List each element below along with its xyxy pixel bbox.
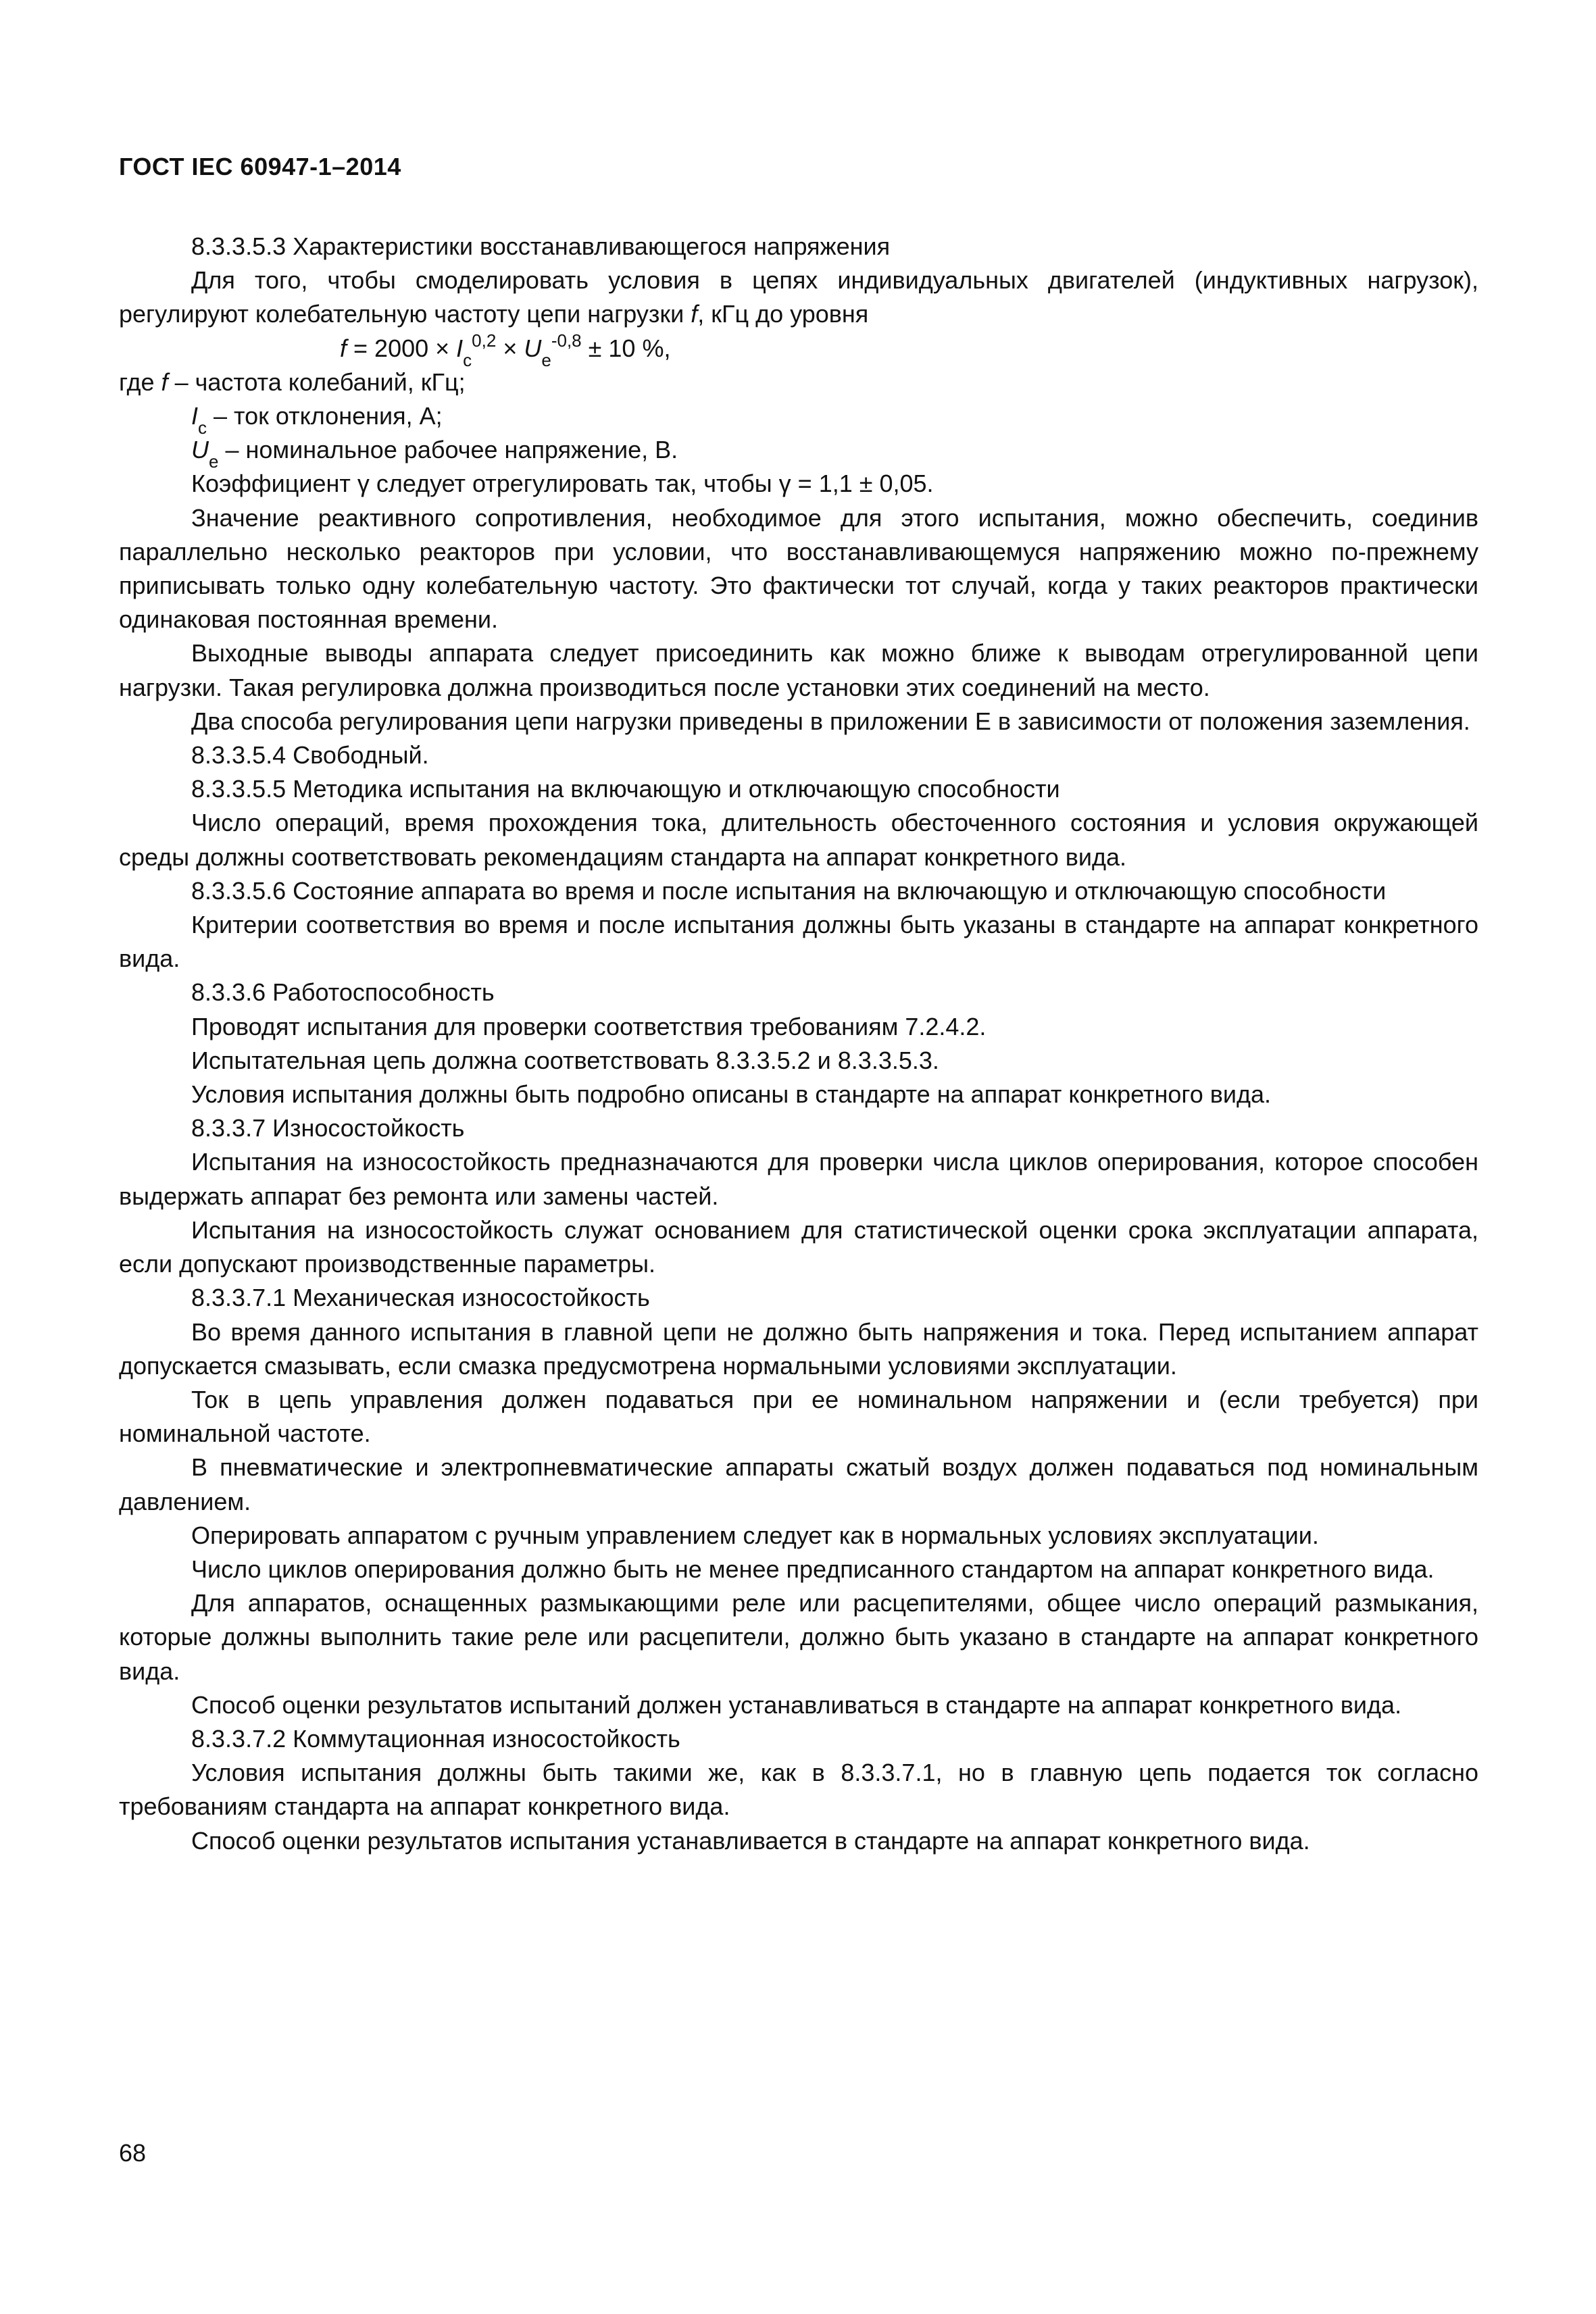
formula-ic-sub: c <box>463 349 472 370</box>
symbol-ue-sub: e <box>209 451 219 472</box>
document-header: ГОСТ IEC 60947-1–2014 <box>119 153 401 180</box>
page-content <box>119 230 1478 1858</box>
section-heading-8-3-3-5-6: 8.3.3.5.6 Состояние аппарата во время и после испытания на включающую и отключающую способности <box>191 876 1387 905</box>
where-label: где <box>119 368 161 396</box>
text-run: Для того, чтобы смоделировать условия в цепях индивидуальных двигателей (индуктивных нагрузок), регулируют колебательную частоту цепи нагрузки <box>119 266 1478 328</box>
symbol-ic-sub: c <box>198 418 207 438</box>
section-heading-8-3-3-7-2: 8.3.3.7.2 Коммутационная износостойкость <box>191 1724 680 1753</box>
paragraph: Испытания на износостойкость служат основанием для статистической оценки срока эксплуатации аппарата, если допускают производственные параметры. <box>119 1215 1478 1278</box>
paragraph: Способ оценки результатов испытаний должен устанавливаться в стандарте на аппарат конкретного вида. <box>191 1690 1402 1719</box>
paragraph: Для аппаратов, оснащенных размыкающими реле или расцепителями, общее число операций размыкания, которые должны выполнить такие реле или расцепители, должно быть указано в стандарте на аппарат конкретного вида. <box>119 1589 1478 1685</box>
formula-ue-sub: e <box>541 349 551 370</box>
section-heading-8-3-3-5-5: 8.3.3.5.5 Методика испытания на включающую и отключающую способности <box>191 775 1060 803</box>
paragraph <box>119 263 1478 331</box>
formula-ic-sup: 0,2 <box>472 330 497 351</box>
formula-ic: I <box>456 334 464 362</box>
paragraph: Ток в цепь управления должен подаваться при ее номинальном напряжении и (если требуется) при номинальной частоте. <box>119 1385 1478 1448</box>
text-run: – ток отклонения, А; <box>207 402 443 430</box>
section-heading-8-3-3-5-4: 8.3.3.5.4 Свободный. <box>191 741 429 770</box>
where-line-ic <box>119 399 1478 438</box>
paragraph: Условия испытания должны быть такими же, как в 8.3.3.7.1, но в главную цепь подается ток согласно требованиям стандарта на аппарат конкретного вида. <box>119 1759 1478 1821</box>
text-run: – номинальное рабочее напряжение, В. <box>218 436 678 464</box>
where-line-f <box>119 366 1478 399</box>
paragraph: Выходные выводы аппарата следует присоединить как можно ближе к выводам отрегулированной цепи нагрузки. Такая регулировка должна производиться после установки этих соединений на место. <box>119 639 1478 701</box>
paragraph: Число циклов оперирования должно быть не менее предписанного стандартом на аппарат конкретного вида. <box>191 1555 1435 1583</box>
formula <box>119 330 1478 370</box>
section-heading-8-3-3-6: 8.3.3.6 Работоспособность <box>191 978 495 1007</box>
formula-lhs: f <box>340 334 347 362</box>
section-heading-8-3-3-7-1: 8.3.3.7.1 Механическая износостойкость <box>191 1284 650 1312</box>
symbol-ic: I <box>191 402 199 430</box>
symbol-f: f <box>691 300 698 328</box>
section-heading-8-3-3-7: 8.3.3.7 Износостойкость <box>191 1114 465 1142</box>
section-heading-8-3-3-5-3: 8.3.3.5.3 Характеристики восстанавливающегося напряжения <box>191 232 891 260</box>
page-number: 68 <box>119 2139 147 2167</box>
formula-ue: U <box>524 334 542 362</box>
paragraph: Два способа регулирования цепи нагрузки приведены в приложении Е в зависимости от положения заземления. <box>191 707 1470 735</box>
symbol-f: f <box>161 368 168 396</box>
formula-ue-sup: -0,8 <box>551 330 582 351</box>
paragraph: Значение реактивного сопротивления, необходимое для этого испытания, можно обеспечить, соединив параллельно несколько реакторов при условии, что восстанавливающемуся напряжению можно по-прежнему приписывать только одну колебательную частоту. Это фактически тот случай, когда у таких реакторов практически одинаковая постоянная времени. <box>119 503 1478 634</box>
paragraph: Число операций, время прохождения тока, длительность обесточенного состояния и условия окружающей среды должны соответствовать рекомендациям стандарта на аппарат конкретного вида. <box>119 809 1478 871</box>
paragraph: Во время данного испытания в главной цепи не должно быть напряжения и тока. Перед испытанием аппарат допускается смазывать, если смазка предусмотрена нормальными условиями эксплуатации. <box>119 1317 1478 1380</box>
paragraph: Проводят испытания для проверки соответствия требованиям 7.2.4.2. <box>191 1012 987 1040</box>
paragraph: В пневматические и электропневматические аппараты сжатый воздух должен подаваться под номинальным давлением. <box>119 1453 1478 1515</box>
text-run: – частота колебаний, кГц; <box>168 368 466 396</box>
text-run: , кГц до уровня <box>697 300 869 328</box>
paragraph: Оперировать аппаратом с ручным управлением следует как в нормальных условиях эксплуатации. <box>191 1521 1319 1549</box>
formula-part: ± 10 %, <box>581 334 671 362</box>
paragraph: Способ оценки результатов испытания устанавливается в стандарте на аппарат конкретного вида. <box>191 1826 1310 1855</box>
where-line-ue <box>119 433 1478 472</box>
paragraph: Испытательная цепь должна соответствовать 8.3.3.5.2 и 8.3.3.5.3. <box>191 1046 939 1074</box>
formula-part: × <box>496 334 524 362</box>
paragraph: Коэффициент γ следует отрегулировать так, чтобы γ = 1,1 ± 0,05. <box>191 470 934 498</box>
symbol-ue: U <box>191 436 209 464</box>
formula-part: = 2000 × <box>347 334 457 362</box>
paragraph: Испытания на износостойкость предназначаются для проверки числа циклов оперирования, которое способен выдержать аппарат без ремонта или замены частей. <box>119 1148 1478 1210</box>
paragraph: Условия испытания должны быть подробно описаны в стандарте на аппарат конкретного вида. <box>191 1080 1272 1109</box>
paragraph: Критерии соответствия во время и после испытания должны быть указаны в стандарте на аппарат конкретного вида. <box>119 911 1478 973</box>
